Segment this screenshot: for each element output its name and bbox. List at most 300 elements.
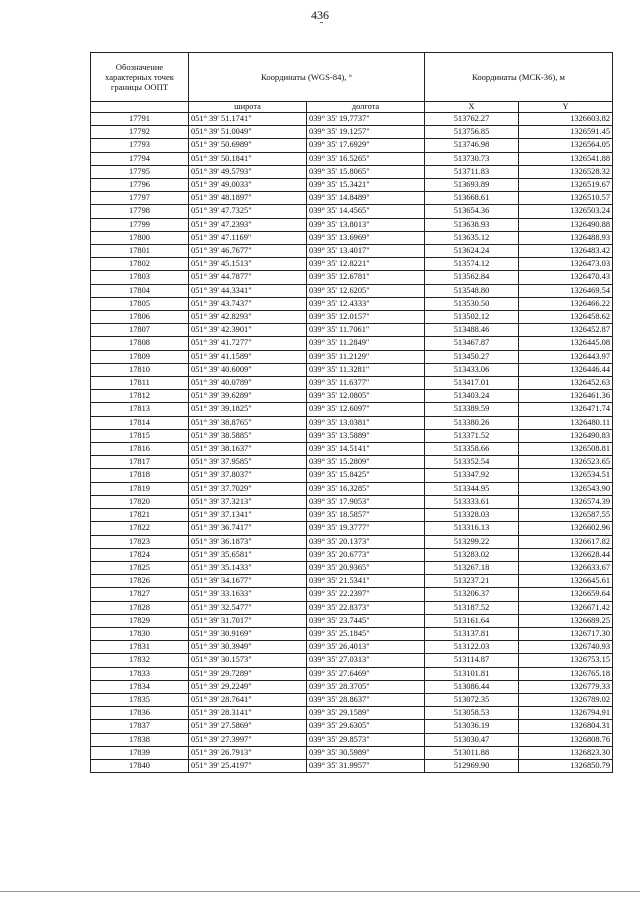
y-coordinate-cell: 1326789.02 [519,693,613,706]
point-number-cell: 17840 [91,759,189,772]
longitude-cell: 039° 35' 23.7445" [307,614,425,627]
longitude-cell: 039° 35' 27.6469" [307,667,425,680]
x-coordinate-cell: 513347.92 [425,469,519,482]
x-coordinate-cell: 513417.01 [425,377,519,390]
longitude-cell: 039° 35' 19.7737" [307,113,425,126]
longitude-cell: 039° 35' 12.0805" [307,390,425,403]
longitude-cell: 039° 35' 28.8637" [307,693,425,706]
x-coordinate-cell: 513635.12 [425,231,519,244]
x-coordinate-cell: 513746.98 [425,139,519,152]
x-coordinate-cell: 513450.27 [425,350,519,363]
y-coordinate-cell: 1326445.08 [519,337,613,350]
x-coordinate-cell: 513693.89 [425,179,519,192]
y-coordinate-cell: 1326543.90 [519,482,613,495]
y-coordinate-cell: 1326689.25 [519,614,613,627]
y-coordinate-cell: 1326659.64 [519,588,613,601]
table-row [91,482,613,495]
table-row [91,363,613,376]
longitude-cell: 039° 35' 16.5265" [307,152,425,165]
y-coordinate-cell: 1326452.87 [519,324,613,337]
table-row [91,113,613,126]
point-number-cell: 17806 [91,311,189,324]
longitude-cell: 039° 35' 11.2129" [307,350,425,363]
table-row [91,707,613,720]
latitude-cell: 051° 39' 47.2393" [189,218,307,231]
x-coordinate-cell: 513638.93 [425,218,519,231]
y-coordinate-cell: 1326850.79 [519,759,613,772]
longitude-cell: 039° 35' 31.9957" [307,759,425,772]
y-coordinate-cell: 1326808.76 [519,733,613,746]
latitude-cell: 051° 39' 28.3141" [189,707,307,720]
table-row [91,231,613,244]
point-number-cell: 17801 [91,245,189,258]
table-row [91,654,613,667]
latitude-cell: 051° 39' 27.5869" [189,720,307,733]
x-coordinate-cell: 513237.21 [425,575,519,588]
latitude-cell: 051° 39' 38.5885" [189,429,307,442]
point-number-cell: 17793 [91,139,189,152]
latitude-cell: 051° 39' 35.6581" [189,548,307,561]
point-number-cell: 17824 [91,548,189,561]
y-coordinate-cell: 1326587.55 [519,509,613,522]
x-coordinate-cell: 513433.06 [425,363,519,376]
table-row [91,258,613,271]
x-coordinate-cell: 513624.24 [425,245,519,258]
point-number-cell: 17799 [91,218,189,231]
y-coordinate-cell: 1326633.67 [519,561,613,574]
longitude-cell: 039° 35' 12.0157" [307,311,425,324]
table-row [91,416,613,429]
subheader-x: X [425,102,519,113]
longitude-cell: 039° 35' 27.0313" [307,654,425,667]
table-row [91,403,613,416]
x-coordinate-cell: 512969.90 [425,759,519,772]
latitude-cell: 051° 39' 45.1513" [189,258,307,271]
x-coordinate-cell: 513072.35 [425,693,519,706]
y-coordinate-cell: 1326740.93 [519,641,613,654]
y-coordinate-cell: 1326469.54 [519,284,613,297]
longitude-cell: 039° 35' 21.5341" [307,575,425,588]
x-coordinate-cell: 513756.85 [425,126,519,139]
y-coordinate-cell: 1326510.57 [519,192,613,205]
latitude-cell: 051° 39' 37.1341" [189,509,307,522]
x-coordinate-cell: 513101.81 [425,667,519,680]
latitude-cell: 051° 39' 40.0789" [189,377,307,390]
table-row [91,575,613,588]
latitude-cell: 051° 39' 28.7641" [189,693,307,706]
longitude-cell: 039° 35' 16.3285" [307,482,425,495]
y-coordinate-cell: 1326466.22 [519,297,613,310]
point-number-cell: 17837 [91,720,189,733]
y-coordinate-cell: 1326794.91 [519,707,613,720]
point-number-cell: 17838 [91,733,189,746]
point-number-cell: 17833 [91,667,189,680]
table-row [91,390,613,403]
y-coordinate-cell: 1326628.44 [519,548,613,561]
latitude-cell: 051° 39' 29.2249" [189,680,307,693]
longitude-cell: 039° 35' 11.6377" [307,377,425,390]
x-coordinate-cell: 513380.26 [425,416,519,429]
point-number-cell: 17803 [91,271,189,284]
table-row [91,179,613,192]
y-coordinate-cell: 1326534.51 [519,469,613,482]
table-row [91,667,613,680]
longitude-cell: 039° 35' 29.6305" [307,720,425,733]
longitude-cell: 039° 35' 11.7061" [307,324,425,337]
table-row [91,311,613,324]
x-coordinate-cell: 513011.88 [425,746,519,759]
x-coordinate-cell: 513730.73 [425,152,519,165]
table-row [91,561,613,574]
latitude-cell: 051° 39' 32.5477" [189,601,307,614]
longitude-cell: 039° 35' 15.2809" [307,456,425,469]
longitude-cell: 039° 35' 15.8425" [307,469,425,482]
longitude-cell: 039° 35' 14.8489" [307,192,425,205]
latitude-cell: 051° 39' 40.6009" [189,363,307,376]
longitude-cell: 039° 35' 22.8373" [307,601,425,614]
latitude-cell: 051° 39' 41.7277" [189,337,307,350]
x-coordinate-cell: 513316.13 [425,522,519,535]
point-number-cell: 17832 [91,654,189,667]
y-coordinate-cell: 1326804.31 [519,720,613,733]
y-coordinate-cell: 1326490.88 [519,218,613,231]
latitude-cell: 051° 39' 46.7677" [189,245,307,258]
point-number-cell: 17819 [91,482,189,495]
y-coordinate-cell: 1326443.97 [519,350,613,363]
longitude-cell: 039° 35' 18.5857" [307,509,425,522]
y-coordinate-cell: 1326508.81 [519,443,613,456]
latitude-cell: 051° 39' 30.3949" [189,641,307,654]
point-number-cell: 17817 [91,456,189,469]
table-subheader-row [91,102,613,113]
table-row [91,324,613,337]
point-number-cell: 17811 [91,377,189,390]
y-coordinate-cell: 1326483.42 [519,245,613,258]
table-row [91,535,613,548]
point-number-cell: 17826 [91,575,189,588]
page-bottom-rule [0,891,640,892]
point-number-cell: 17827 [91,588,189,601]
longitude-cell: 039° 35' 29.1589" [307,707,425,720]
y-coordinate-cell: 1326603.82 [519,113,613,126]
y-coordinate-cell: 1326503.24 [519,205,613,218]
table-row [91,126,613,139]
point-number-cell: 17796 [91,179,189,192]
latitude-cell: 051° 39' 48.1897" [189,192,307,205]
point-number-cell: 17807 [91,324,189,337]
table-row [91,548,613,561]
latitude-cell: 051° 39' 37.3213" [189,495,307,508]
x-coordinate-cell: 513389.59 [425,403,519,416]
latitude-cell: 051° 39' 50.1841" [189,152,307,165]
y-coordinate-cell: 1326645.61 [519,575,613,588]
latitude-cell: 051° 39' 31.7017" [189,614,307,627]
longitude-cell: 039° 35' 12.4333" [307,297,425,310]
latitude-cell: 051° 39' 51.1741" [189,113,307,126]
point-number-cell: 17831 [91,641,189,654]
y-coordinate-cell: 1326470.43 [519,271,613,284]
latitude-cell: 051° 39' 39.6289" [189,390,307,403]
latitude-cell: 051° 39' 37.8037" [189,469,307,482]
table-row [91,456,613,469]
x-coordinate-cell: 513267.18 [425,561,519,574]
y-coordinate-cell: 1326523.65 [519,456,613,469]
subheader-latitude: широта [189,102,307,113]
table-row [91,337,613,350]
point-number-cell: 17810 [91,363,189,376]
longitude-cell: 039° 35' 19.3777" [307,522,425,535]
longitude-cell: 039° 35' 26.4013" [307,641,425,654]
x-coordinate-cell: 513530.50 [425,297,519,310]
y-coordinate-cell: 1326779.33 [519,680,613,693]
table-row [91,284,613,297]
longitude-cell: 039° 35' 15.3421" [307,179,425,192]
longitude-cell: 039° 35' 13.6969" [307,231,425,244]
y-coordinate-cell: 1326490.83 [519,429,613,442]
point-number-cell: 17794 [91,152,189,165]
y-coordinate-cell: 1326591.45 [519,126,613,139]
latitude-cell: 051° 39' 26.7913" [189,746,307,759]
y-coordinate-cell: 1326671.42 [519,601,613,614]
latitude-cell: 051° 39' 35.1433" [189,561,307,574]
y-coordinate-cell: 1326602.96 [519,522,613,535]
y-coordinate-cell: 1326717.30 [519,627,613,640]
x-coordinate-cell: 513562.84 [425,271,519,284]
table-row [91,297,613,310]
y-coordinate-cell: 1326528.32 [519,165,613,178]
x-coordinate-cell: 513502.12 [425,311,519,324]
longitude-cell: 039° 35' 19.1257" [307,126,425,139]
y-coordinate-cell: 1326823.30 [519,746,613,759]
latitude-cell: 051° 39' 49.5793" [189,165,307,178]
subheader-empty [91,102,189,113]
x-coordinate-cell: 513086.44 [425,680,519,693]
longitude-cell: 039° 35' 28.3705" [307,680,425,693]
latitude-cell: 051° 39' 47.1169" [189,231,307,244]
header-msk36: Координаты (МСК-36), м [425,53,613,102]
table-row [91,627,613,640]
point-number-cell: 17823 [91,535,189,548]
y-coordinate-cell: 1326753.15 [519,654,613,667]
point-number-cell: 17825 [91,561,189,574]
table-header-row [91,53,613,102]
point-number-cell: 17804 [91,284,189,297]
longitude-cell: 039° 35' 13.5889" [307,429,425,442]
table-row [91,443,613,456]
point-number-cell: 17820 [91,495,189,508]
longitude-cell: 039° 35' 13.8013" [307,218,425,231]
x-coordinate-cell: 513122.03 [425,641,519,654]
point-number-cell: 17795 [91,165,189,178]
longitude-cell: 039° 35' 13.0381" [307,416,425,429]
table-body [91,113,613,773]
y-coordinate-cell: 1326480.11 [519,416,613,429]
point-number-cell: 17829 [91,614,189,627]
point-number-cell: 17818 [91,469,189,482]
latitude-cell: 051° 39' 49.0033" [189,179,307,192]
longitude-cell: 039° 35' 12.6781" [307,271,425,284]
point-number-cell: 17834 [91,680,189,693]
point-number-cell: 17828 [91,601,189,614]
longitude-cell: 039° 35' 11.2849" [307,337,425,350]
table-row [91,429,613,442]
table-row [91,733,613,746]
latitude-cell: 051° 39' 38.1637" [189,443,307,456]
point-number-cell: 17808 [91,337,189,350]
x-coordinate-cell: 513403.24 [425,390,519,403]
longitude-cell: 039° 35' 30.5989" [307,746,425,759]
table-row [91,152,613,165]
x-coordinate-cell: 513187.52 [425,601,519,614]
x-coordinate-cell: 513030.47 [425,733,519,746]
table-row [91,680,613,693]
y-coordinate-cell: 1326446.44 [519,363,613,376]
table-row [91,522,613,535]
latitude-cell: 051° 39' 37.9585" [189,456,307,469]
x-coordinate-cell: 513333.61 [425,495,519,508]
y-coordinate-cell: 1326461.36 [519,390,613,403]
x-coordinate-cell: 513371.52 [425,429,519,442]
x-coordinate-cell: 513668.61 [425,192,519,205]
latitude-cell: 051° 39' 27.3997" [189,733,307,746]
longitude-cell: 039° 35' 13.4017" [307,245,425,258]
longitude-cell: 039° 35' 22.2397" [307,588,425,601]
x-coordinate-cell: 513036.19 [425,720,519,733]
page-number: 436 [311,8,329,22]
latitude-cell: 051° 39' 51.0049" [189,126,307,139]
table-row [91,165,613,178]
table-row [91,245,613,258]
latitude-cell: 051° 39' 36.1873" [189,535,307,548]
longitude-cell: 039° 35' 14.5141" [307,443,425,456]
longitude-cell: 039° 35' 17.6929" [307,139,425,152]
longitude-cell: 039° 35' 12.8221" [307,258,425,271]
x-coordinate-cell: 513114.87 [425,654,519,667]
y-coordinate-cell: 1326541.88 [519,152,613,165]
header-wgs84: Координаты (WGS-84), ° [189,53,425,102]
table-row [91,218,613,231]
point-number-cell: 17802 [91,258,189,271]
header-designation: Обозначение характерных точек границы ООПТ [91,53,189,102]
point-number-cell: 17830 [91,627,189,640]
point-number-cell: 17798 [91,205,189,218]
x-coordinate-cell: 513328.03 [425,509,519,522]
x-coordinate-cell: 513161.64 [425,614,519,627]
longitude-cell: 039° 35' 20.1373" [307,535,425,548]
x-coordinate-cell: 513654.36 [425,205,519,218]
point-number-cell: 17792 [91,126,189,139]
y-coordinate-cell: 1326765.18 [519,667,613,680]
x-coordinate-cell: 513344.95 [425,482,519,495]
table-row [91,601,613,614]
point-number-cell: 17816 [91,443,189,456]
point-number-cell: 17800 [91,231,189,244]
point-number-cell: 17822 [91,522,189,535]
latitude-cell: 051° 39' 25.4197" [189,759,307,772]
y-coordinate-cell: 1326458.62 [519,311,613,324]
point-number-cell: 17797 [91,192,189,205]
table-row [91,271,613,284]
latitude-cell: 051° 39' 42.3901" [189,324,307,337]
point-number-cell: 17821 [91,509,189,522]
latitude-cell: 051° 39' 34.1677" [189,575,307,588]
table-row [91,495,613,508]
latitude-cell: 051° 39' 30.9169" [189,627,307,640]
point-number-cell: 17815 [91,429,189,442]
longitude-cell: 039° 35' 12.6205" [307,284,425,297]
subheader-y: Y [519,102,613,113]
x-coordinate-cell: 513283.02 [425,548,519,561]
point-number-cell: 17812 [91,390,189,403]
x-coordinate-cell: 513548.80 [425,284,519,297]
longitude-cell: 039° 35' 12.6097" [307,403,425,416]
latitude-cell: 051° 39' 39.1825" [189,403,307,416]
longitude-cell: 039° 35' 14.4565" [307,205,425,218]
longitude-cell: 039° 35' 25.1845" [307,627,425,640]
coordinates-table [90,52,613,773]
scan-mark [320,22,323,23]
latitude-cell: 051° 39' 37.7029" [189,482,307,495]
latitude-cell: 051° 39' 44.7877" [189,271,307,284]
y-coordinate-cell: 1326617.82 [519,535,613,548]
x-coordinate-cell: 513574.12 [425,258,519,271]
table-row [91,759,613,772]
latitude-cell: 051° 39' 50.6989" [189,139,307,152]
table-row [91,614,613,627]
latitude-cell: 051° 39' 44.3341" [189,284,307,297]
longitude-cell: 039° 35' 29.8573" [307,733,425,746]
longitude-cell: 039° 35' 20.6773" [307,548,425,561]
latitude-cell: 051° 39' 33.1633" [189,588,307,601]
point-number-cell: 17839 [91,746,189,759]
y-coordinate-cell: 1326471.74 [519,403,613,416]
x-coordinate-cell: 513206.37 [425,588,519,601]
y-coordinate-cell: 1326473.03 [519,258,613,271]
x-coordinate-cell: 513352.54 [425,456,519,469]
point-number-cell: 17835 [91,693,189,706]
table-row [91,192,613,205]
longitude-cell: 039° 35' 15.8065" [307,165,425,178]
latitude-cell: 051° 39' 43.7437" [189,297,307,310]
point-number-cell: 17836 [91,707,189,720]
y-coordinate-cell: 1326488.93 [519,231,613,244]
table-row [91,350,613,363]
table-row [91,588,613,601]
table-row [91,205,613,218]
y-coordinate-cell: 1326574.39 [519,495,613,508]
table-row [91,693,613,706]
latitude-cell: 051° 39' 36.7417" [189,522,307,535]
latitude-cell: 051° 39' 29.7289" [189,667,307,680]
x-coordinate-cell: 513762.27 [425,113,519,126]
table-row [91,139,613,152]
longitude-cell: 039° 35' 11.3281" [307,363,425,376]
table-row [91,720,613,733]
point-number-cell: 17809 [91,350,189,363]
table-row [91,641,613,654]
longitude-cell: 039° 35' 20.9365" [307,561,425,574]
y-coordinate-cell: 1326564.05 [519,139,613,152]
point-number-cell: 17791 [91,113,189,126]
subheader-longitude: долгота [307,102,425,113]
table-row [91,746,613,759]
x-coordinate-cell: 513299.22 [425,535,519,548]
x-coordinate-cell: 513358.66 [425,443,519,456]
x-coordinate-cell: 513137.81 [425,627,519,640]
point-number-cell: 17805 [91,297,189,310]
longitude-cell: 039° 35' 17.9053" [307,495,425,508]
point-number-cell: 17813 [91,403,189,416]
